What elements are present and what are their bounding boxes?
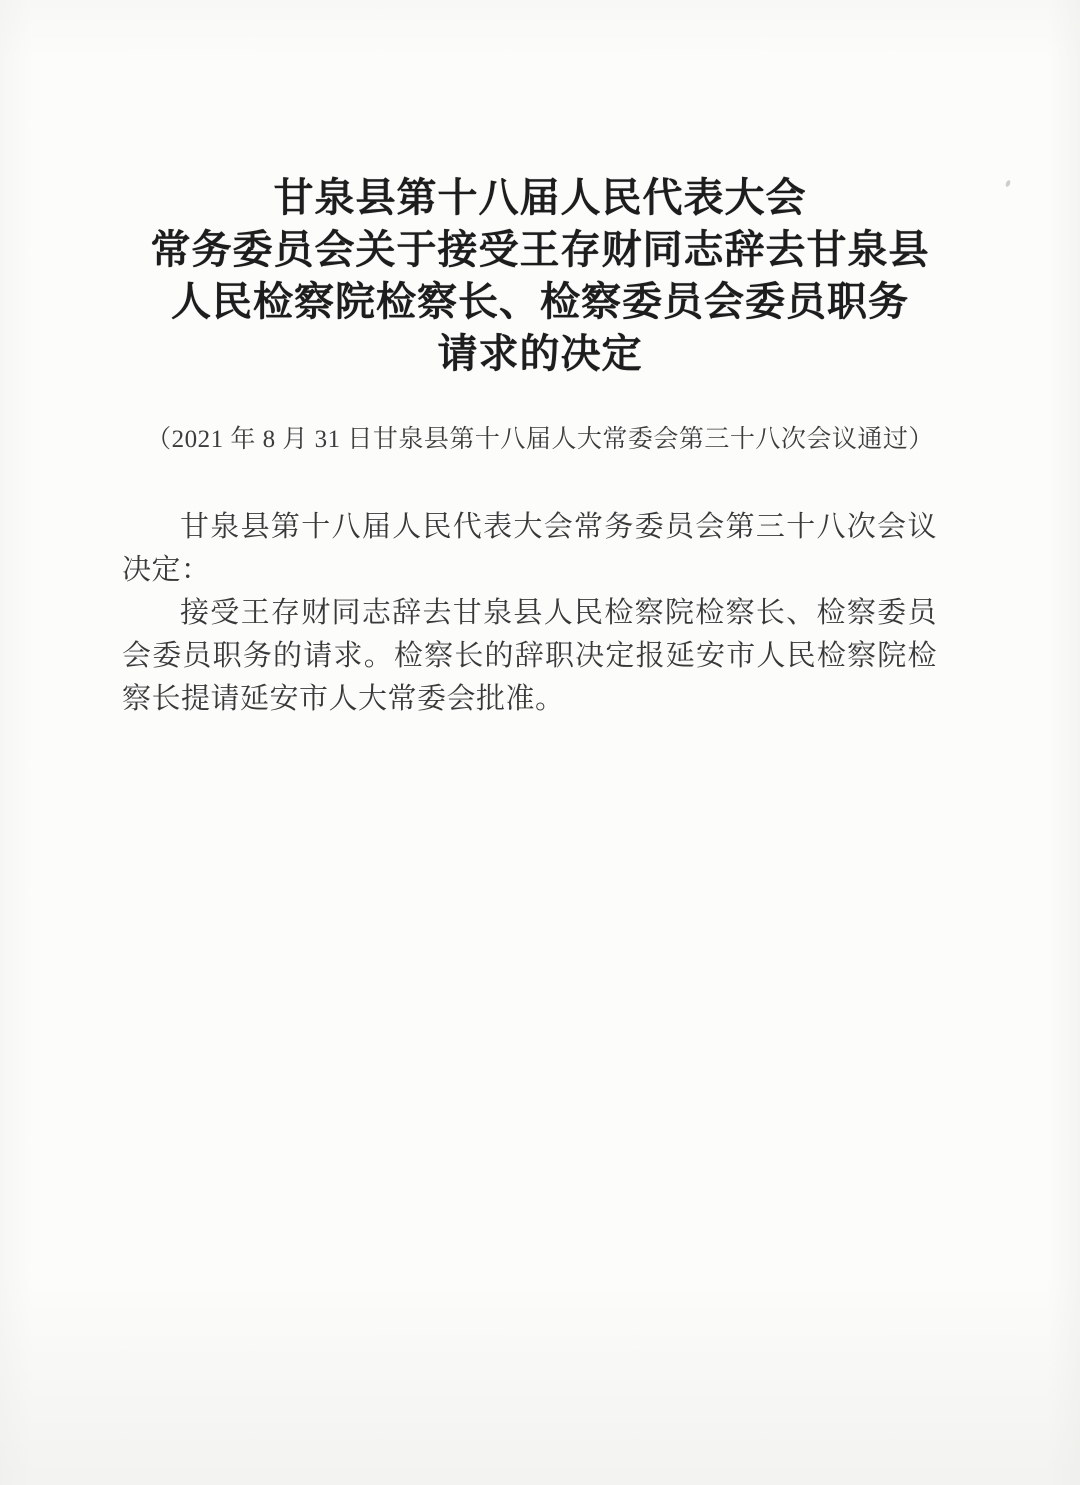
- title-line-1: 甘泉县第十八届人民代表大会: [273, 175, 807, 220]
- document-title: [0, 0, 1080, 380]
- document-body: [0, 506, 1080, 721]
- title-line-2: 常务委员会关于接受王存财同志辞去甘泉县: [150, 227, 930, 272]
- title-line-4: 请求的决定: [437, 331, 643, 376]
- paragraph-decision-content: 接受王存财同志辞去甘泉县人民检察院检察长、检察委员会委员职务的请求。检察长的辞职决定报延安市人民检察院检察长提请延安市人大常委会批准。: [122, 597, 937, 715]
- paragraph-decision-intro: 甘泉县第十八届人民代表大会常务委员会第三十八次会议决定：: [122, 511, 937, 586]
- adoption-note: （2021 年 8 月 31 日甘泉县第十八届人大常委会第三十八次会议通过）: [146, 426, 934, 453]
- title-line-3: 人民检察院检察长、检察委员会委员职务: [171, 279, 909, 324]
